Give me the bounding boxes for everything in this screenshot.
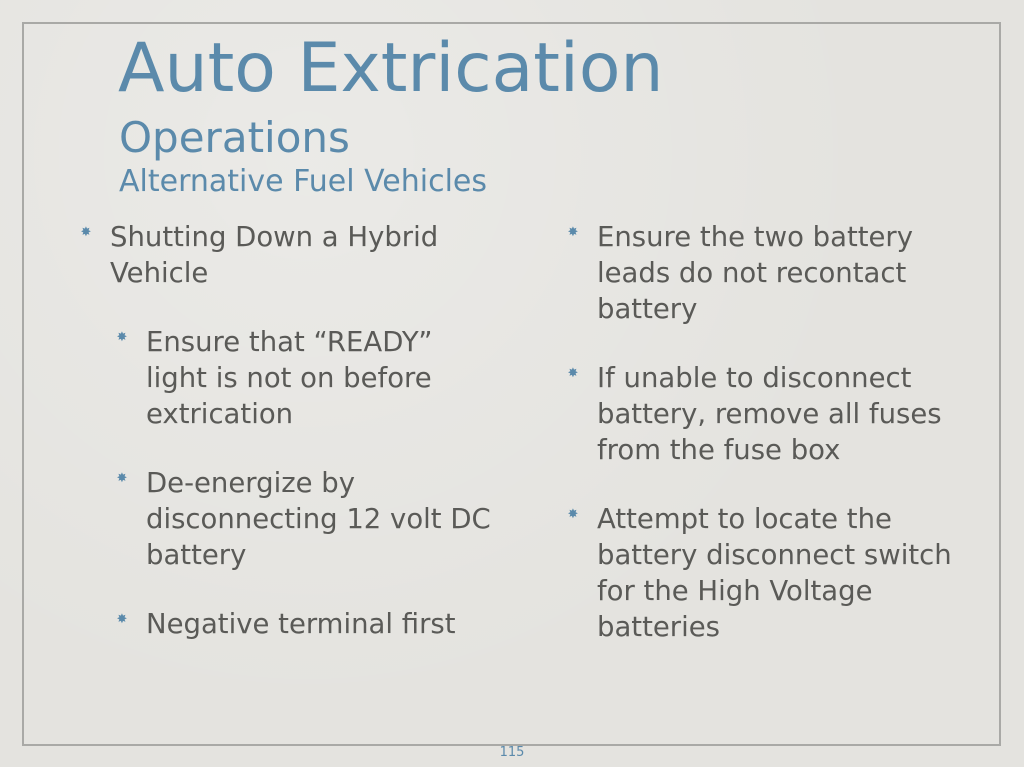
sub-bullet-item — [116, 606, 500, 642]
slide-section-title: Alternative Fuel Vehicles — [119, 164, 487, 199]
slide-subtitle: Operations — [119, 113, 350, 162]
page-number: 115 — [499, 745, 525, 760]
bullet-text: Attempt to locate the battery disconnect switch for the High Voltage batteries — [597, 503, 952, 643]
sub-bullet-item — [116, 465, 500, 573]
sub-bullet-item — [116, 324, 500, 432]
asterisk-bullet-icon: ✸ — [567, 507, 579, 522]
bullet-item — [567, 501, 967, 645]
right-bullet-column — [567, 219, 967, 678]
asterisk-bullet-icon: ✸ — [567, 366, 579, 381]
bullet-text: De-energize by disconnecting 12 volt DC battery — [146, 467, 491, 571]
bullet-item — [567, 219, 967, 327]
asterisk-bullet-icon: ✸ — [116, 471, 128, 486]
asterisk-bullet-icon: ✸ — [567, 225, 579, 240]
bullet-text: Shutting Down a Hybrid Vehicle — [110, 221, 439, 289]
bullet-text: Ensure the two battery leads do not recontact battery — [597, 221, 914, 325]
bullet-text: Negative terminal first — [146, 608, 456, 640]
asterisk-bullet-icon: ✸ — [116, 330, 128, 345]
left-bullet-column — [80, 219, 500, 675]
slide-title: Auto Extrication — [118, 29, 664, 108]
asterisk-bullet-icon: ✸ — [116, 612, 128, 627]
asterisk-bullet-icon: ✸ — [80, 225, 92, 240]
bullet-text: If unable to disconnect battery, remove all fuses from the fuse box — [597, 362, 942, 466]
bullet-text: Ensure that “READY” light is not on before extrication — [146, 326, 433, 430]
bullet-item — [567, 360, 967, 468]
bullet-item — [80, 219, 500, 291]
